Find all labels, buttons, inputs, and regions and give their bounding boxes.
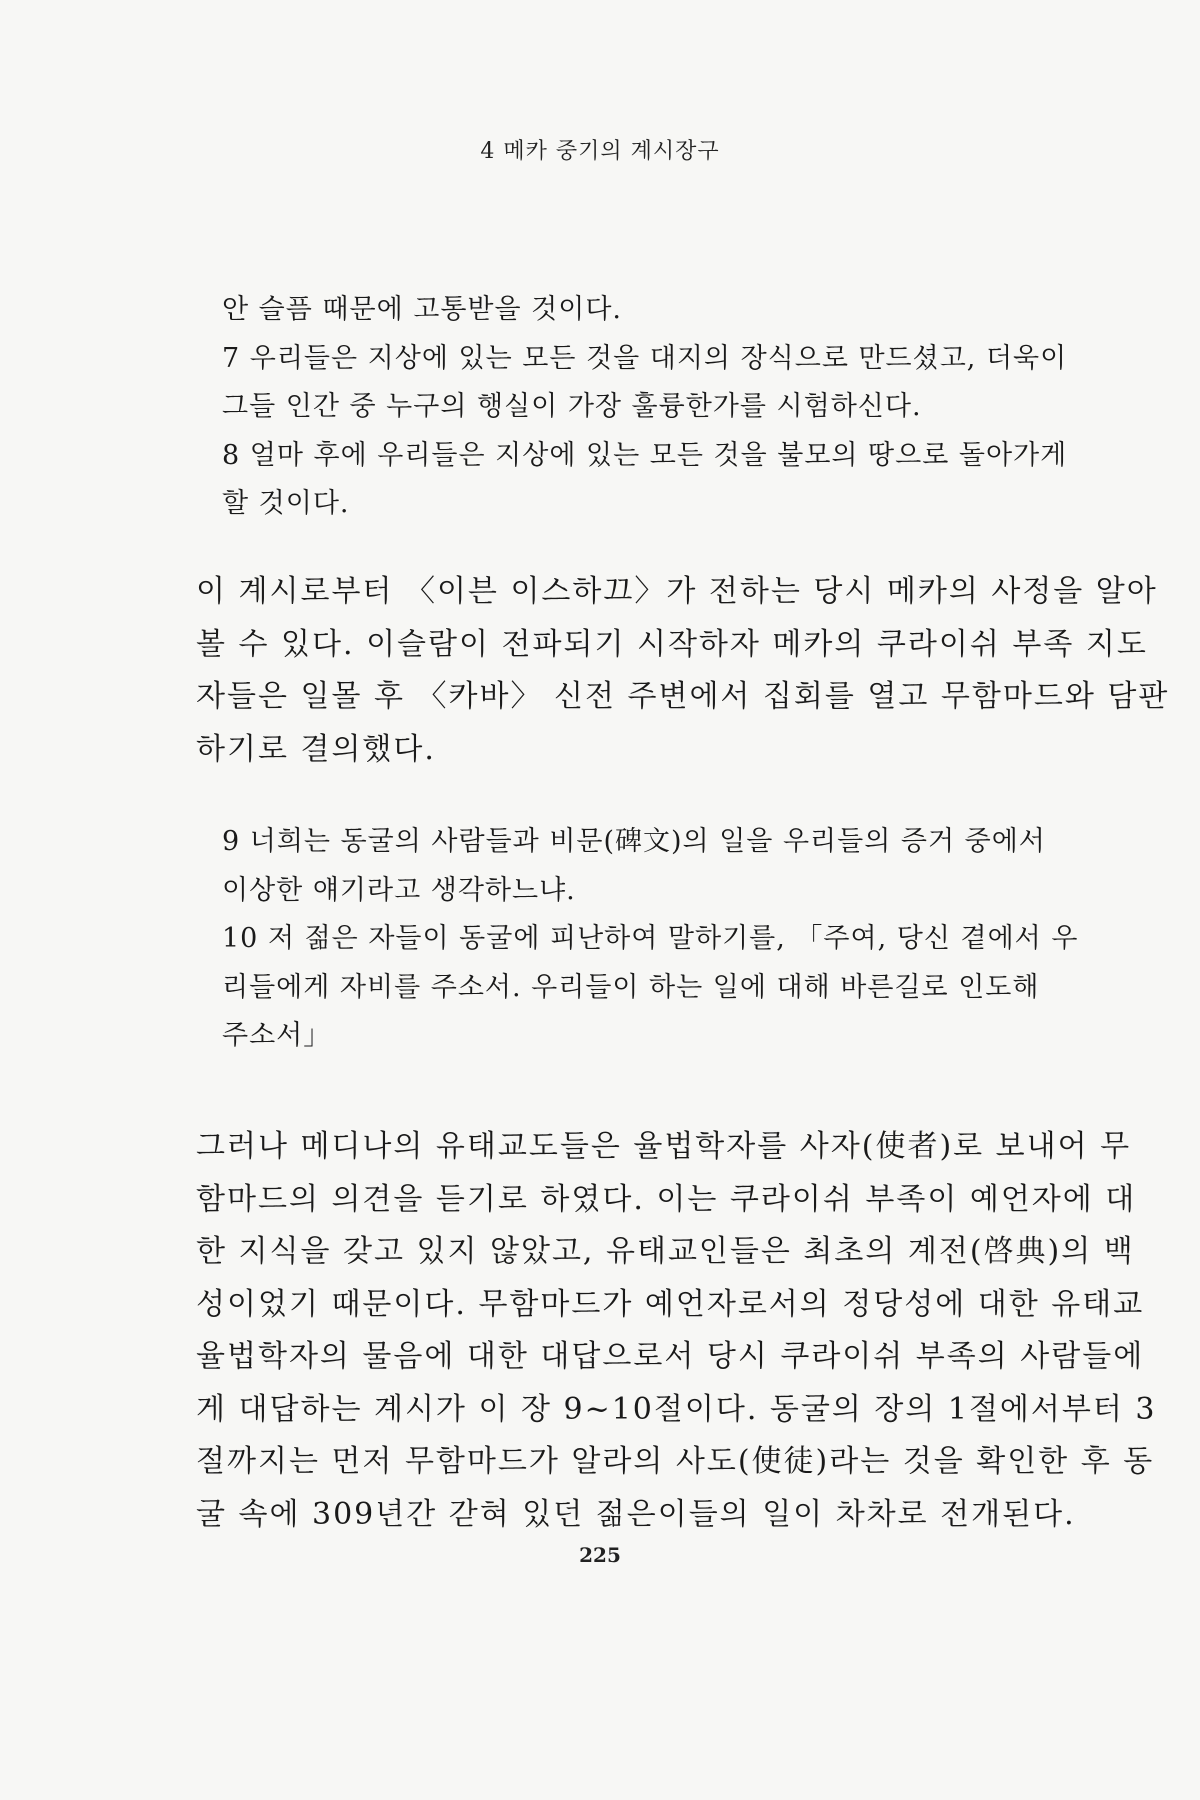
paragraph-line: 게 대답하는 계시가 이 장 9~10절이다. 동굴의 장의 1절에서부터 3 [196, 1391, 1157, 1427]
paragraph-line: 한 지식을 갖고 있지 않았고, 유태교인들은 최초의 계전(啓典)의 백 [196, 1234, 1135, 1269]
paragraph-line: 절까지는 먼저 무함마드가 알라의 사도(使徒)라는 것을 확인한 후 동 [196, 1444, 1155, 1479]
running-header: 4 메카 중기의 계시장구 [480, 139, 720, 164]
verse-line: 7 우리들은 지상에 있는 모든 것을 대지의 장식으로 만드셨고, 더욱이 [222, 342, 1068, 374]
paragraph-line: 율법학자의 물음에 대한 대답으로서 당시 쿠라이쉬 부족의 사람들에 [196, 1339, 1145, 1374]
verse-block-2 [222, 818, 1079, 1061]
commentary-paragraph-2 [196, 1121, 1157, 1541]
verse-line: 9 너희는 동굴의 사람들과 비문(碑文)의 일을 우리들의 증거 중에서 [222, 826, 1046, 857]
paragraph-line: 볼 수 있다. 이슬람이 전파되기 시작하자 메카의 쿠라이쉬 부족 지도 [196, 626, 1148, 662]
paragraph-line: 자들은 일몰 후 〈카바〉 신전 주변에서 집회를 열고 무함마드와 담판 [196, 679, 1170, 714]
verse-line: 이상한 얘기라고 생각하느냐. [222, 874, 576, 906]
verse-line: 리들에게 자비를 주소서. 우리들이 하는 일에 대해 바른길로 인도해 [222, 971, 1040, 1003]
page-number: 225 [579, 1543, 621, 1567]
paragraph-line: 성이었기 때문이다. 무함마드가 예언자로서의 정당성에 대한 유태교 [196, 1286, 1145, 1322]
paragraph-line: 굴 속에 309년간 갇혀 있던 젊은이들의 일이 차차로 전개된다. [196, 1496, 1076, 1532]
commentary-paragraph-1 [196, 566, 1170, 776]
paragraph-line: 이 계시로부터 〈이븐 이스하끄〉가 전하는 당시 메카의 사정을 알아 [196, 574, 1158, 609]
verse-line: 10 저 젊은 자들이 동굴에 피난하여 말하기를, 「주여, 당신 곁에서 우 [222, 923, 1079, 954]
verse-line: 할 것이다. [222, 488, 350, 519]
paragraph-line: 그러나 메디나의 유태교도들은 율법학자를 사자(使者)로 보내어 무 [196, 1129, 1132, 1164]
verse-line: 8 얼마 후에 우리들은 지상에 있는 모든 것을 불모의 땅으로 돌아가게 [222, 439, 1068, 471]
verse-line: 안 슬픔 때문에 고통받을 것이다. [222, 294, 622, 325]
verse-block-1 [222, 286, 1068, 529]
paragraph-line: 하기로 결의했다. [196, 731, 436, 767]
paragraph-line: 함마드의 의견을 듣기로 하였다. 이는 쿠라이쉬 부족이 예언자에 대 [196, 1181, 1137, 1217]
verse-line: 주소서」 [222, 1020, 332, 1051]
verse-line: 그들 인간 중 누구의 행실이 가장 훌륭한가를 시험하신다. [222, 391, 922, 422]
